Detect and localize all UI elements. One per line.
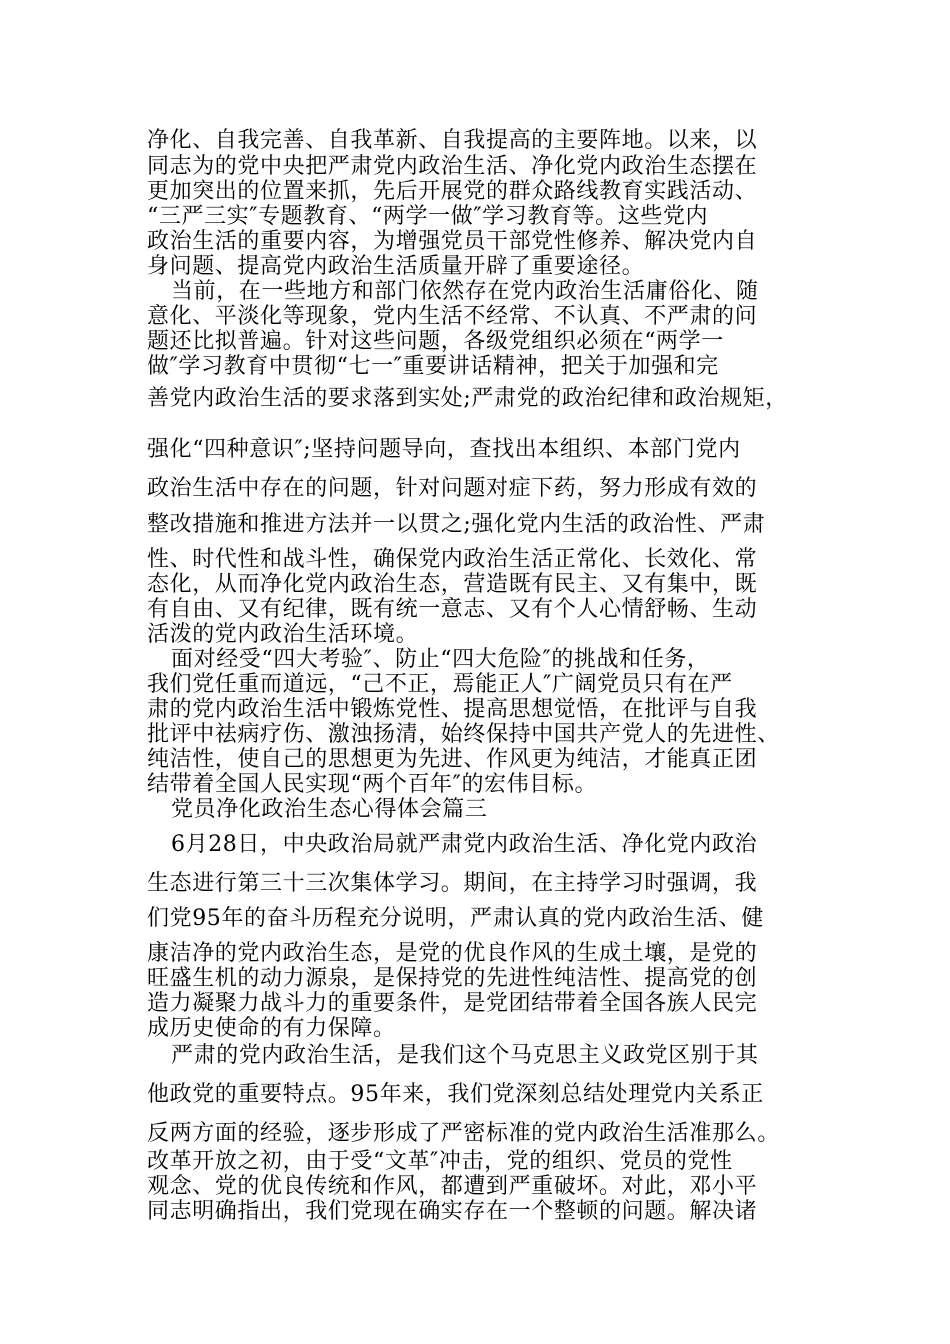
text-line: 身问题、提高党内政治生活质量开辟了重要途径。 [147,254,645,279]
text-line: 同志为的党中央把严肃党内政治生活、净化党内政治生态摆在 [147,154,758,179]
text-line: 同志明确指出，我们党现在确实存在一个整顿的问题。解决诸 [147,1199,758,1224]
text-line: 态化，从而净化党内政治生态，营造既有民主、又有集中，既 [147,572,758,597]
text-line: 有自由、又有纪律，既有统一意志、又有个人心情舒畅、生动 [147,597,758,622]
text-line: 净化、自我完善、自我革新、自我提高的主要阵地。以来，以 [147,128,758,153]
text-line: 政治生活的重要内容，为增强党员干部党性修养、解决党内自 [147,229,758,254]
text-line: 活泼的党内政治生活环境。 [147,622,419,647]
text-line: 强化“四种意识″;坚持问题导向，查找出本组织、本部门党内 [147,437,741,462]
text-line: 批评中祛病疗伤、激浊扬清，始终保持中国共产党人的先进性、 [147,722,780,747]
text-line: 们党95年的奋斗历程充分说明，严肃认真的党内政治生活、健 [147,906,764,931]
text-line: 题还比拟普遍。针对这些问题，各级党组织必须在“两学一 [147,329,724,354]
text-line: 政治生活中存在的问题，针对问题对症下药，努力形成有效的 [147,476,758,501]
text-line: 旺盛生机的动力源泉，是保持党的先进性纯洁性、提高党的创 [147,966,758,991]
text-line: 康洁净的党内政治生态，是党的优良作风的生成土壤，是党的 [147,941,758,966]
text-line: 纯洁性，使自己的思想更为先进、作风更为纯洁，才能真正团 [147,747,758,772]
paragraph-first-line: 面对经受“四大考验″、防止“四大危险″的挑战和任务， [171,647,710,672]
text-line: 性、时代性和战斗性，确保党内政治生活正常化、长效化、常 [147,547,758,572]
text-line: 做″学习教育中贯彻“七一″重要讲话精神，把关于加强和完 [147,354,719,379]
paragraph-first-line: 严肃的党内政治生活，是我们这个马克思主义政党区别于其 [171,1043,759,1068]
text-line: 成历史使命的有力保障。 [147,1016,396,1041]
text-line: 更加突出的位置来抓，先后开展党的群众路线教育实践活动、 [147,179,758,204]
paragraph-first-line: 6月28日，中央政治局就严肃党内政治生活、净化党内政治 [171,832,758,857]
text-line: 善党内政治生活的要求落到实处;严肃党的政治纪律和政治规矩， [147,386,788,411]
text-line: 我们党任重而道远，“己不正，焉能正人″广阔党员只有在严 [147,672,733,697]
text-line: 意化、平淡化等现象，党内生活不经常、不认真、不严肃的问 [147,304,758,329]
text-line: 结带着全国人民实现“两个百年″的宏伟目标。 [147,772,598,797]
text-line: 整改措施和推进方法并一以贯之;强化党内生活的政治性、严肃 [147,512,766,537]
text-line: 造力凝聚力战斗力的重要条件，是党团结带着全国各族人民完 [147,991,758,1016]
text-line: 生态进行第三十三次集体学习。期间，在主持学习时强调，我 [147,871,758,896]
text-line: 观念、党的优良传统和作风，都遭到严重破坏。对此，邓小平 [147,1174,758,1199]
section-heading: 党员净化政治生态心得体会篇三 [171,797,488,822]
text-line: 肃的党内政治生活中锻炼党性、提高思想觉悟，在批评与自我 [147,697,758,722]
text-line: 他政党的重要特点。95年来，我们党深刻总结处理党内关系正 [147,1082,764,1107]
text-line: 反两方面的经验，逐步形成了严密标准的党内政治生活准那么。 [147,1121,780,1146]
paragraph-first-line: 当前，在一些地方和部门依然存在党内政治生活庸俗化、随 [171,279,759,304]
text-line: 改革开放之初，由于受“文革″冲击，党的组织、党员的党性 [147,1149,733,1174]
text-line: “三严三实″专题教育、“两学一做″学习教育等。这些党内 [147,204,709,229]
